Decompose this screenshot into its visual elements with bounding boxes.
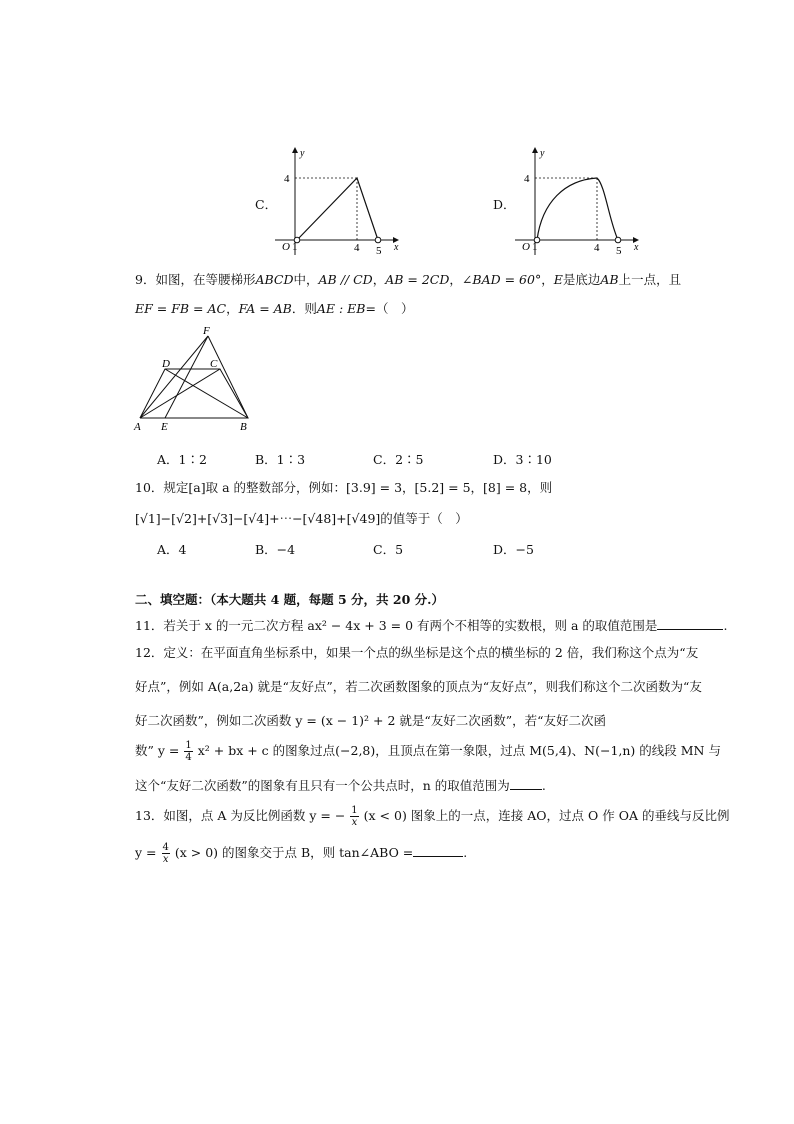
label-b: B <box>240 421 247 433</box>
segment-ef <box>165 336 208 418</box>
fraction-one-quarter: $\frac{1}{4}$ <box>185 740 192 763</box>
q9-line-1: 9．如图，在等腰梯形ABCD中，AB // CD，AB = 2CD，∠BAD = 60°，E是底边AB上一点，且 <box>135 272 682 287</box>
q13-line-1: 13．如图，点 A 为反比例函数 y = − $\frac{1}{x}$ (x < 0) 图象上的一点，连接 AO，过点 O 作 OA 的垂线与反比例 <box>135 805 730 828</box>
tick-1: 1 <box>532 241 538 253</box>
tick-x5: 5 <box>376 245 382 257</box>
q12-answer-blank[interactable] <box>510 777 542 790</box>
tick-x5: 5 <box>616 245 622 257</box>
q9-choice-b: B．1∶3 <box>255 452 306 467</box>
label-a: A <box>134 421 141 433</box>
y-label: y <box>300 148 305 159</box>
label-d: D <box>162 358 170 370</box>
q8-graph-c <box>270 140 410 260</box>
q10-choice-c: C．5 <box>373 542 404 557</box>
tick-1: 1 <box>292 241 298 253</box>
tick-x4: 4 <box>354 242 360 254</box>
label-f: F <box>203 325 210 337</box>
q10-line-2: [√1]−[√2]+[√3]−[√4]+⋯−[√48]+[√49]的值等于（ ） <box>135 511 468 526</box>
x-label: x <box>634 242 639 253</box>
q8-option-d-label: D． <box>493 197 516 212</box>
trapezoid <box>140 369 248 418</box>
tick-y4: 4 <box>524 173 530 185</box>
fraction-four-over-x: $\frac{4}{x}$ <box>162 842 169 865</box>
x-label: x <box>394 242 399 253</box>
label-c: C <box>210 358 218 370</box>
q9-line-2: EF = FB = AC，FA = AB．则AE : EB=（ ） <box>135 301 414 316</box>
q9-choice-c: C．2∶5 <box>373 452 424 467</box>
q10-line-1: 10．规定[a]取 a 的整数部分，例如：[3.9] = 3，[5.2] = 5，[8] = 8，则 <box>135 480 553 495</box>
q10-choice-d: D．−5 <box>493 542 534 557</box>
q13-answer-blank[interactable] <box>413 844 463 857</box>
label-e: E <box>161 421 168 433</box>
q10-choice-a: A．4 <box>157 542 187 557</box>
y-label: y <box>540 148 545 159</box>
open-point-5 <box>375 237 381 243</box>
tick-x4: 4 <box>594 242 600 254</box>
q9-choice-a: A．1∶2 <box>157 452 207 467</box>
q12-line-5: 这个“友好二次函数”的图象有且只有一个公共点时，n 的取值范围为 . <box>135 778 546 793</box>
q12-line-2: 好点”，例如 A(a,2a) 就是“友好点”，若二次函数图象的顶点为“友好点”，则我们称这个二次函数为“友 <box>135 679 702 694</box>
origin-label: O <box>282 241 290 253</box>
graph-curve <box>537 178 618 240</box>
segment-af <box>140 336 208 418</box>
q9-trapezoid-figure <box>130 322 260 434</box>
tick-y4: 4 <box>284 173 290 185</box>
q8-option-c-label: C． <box>255 197 278 212</box>
origin-label: O <box>522 241 530 253</box>
q12-line-1: 12．定义：在平面直角坐标系中，如果一个点的纵坐标是这个点的横坐标的 2 倍，我们称这个点为“友 <box>135 645 699 660</box>
fraction-one-over-x: $\frac{1}{x}$ <box>351 805 358 828</box>
q11-line: 11．若关于 x 的一元二次方程 ax² − 4x + 3 = 0 有两个不相等的实数根，则 a 的取值范围是 . <box>135 618 728 633</box>
q8-graph-d <box>510 140 650 260</box>
q11-answer-blank[interactable] <box>657 617 723 630</box>
q10-choice-b: B．−4 <box>255 542 296 557</box>
q12-line-4: 数” y = $\frac{1}{4}$ x² + bx + c 的图象过点(−2,8)，且顶点在第一象限，过点 M(5,4)、N(−1,n) 的线段 MN 与 <box>135 740 721 763</box>
section-2-heading: 二、填空题：（本大题共 4 题，每题 5 分，共 20 分.） <box>135 592 445 607</box>
q13-line-2: y = $\frac{4}{x}$ (x > 0) 的图象交于点 B，则 tan∠ABO = . <box>135 842 468 865</box>
open-point-5 <box>615 237 621 243</box>
q12-line-3: 好二次函数”，例如二次函数 y = (x − 1)² + 2 就是“友好二次函数”，若“友好二次函 <box>135 713 607 728</box>
q9-choice-d: D．3∶10 <box>493 452 552 467</box>
graph-line <box>297 178 378 240</box>
